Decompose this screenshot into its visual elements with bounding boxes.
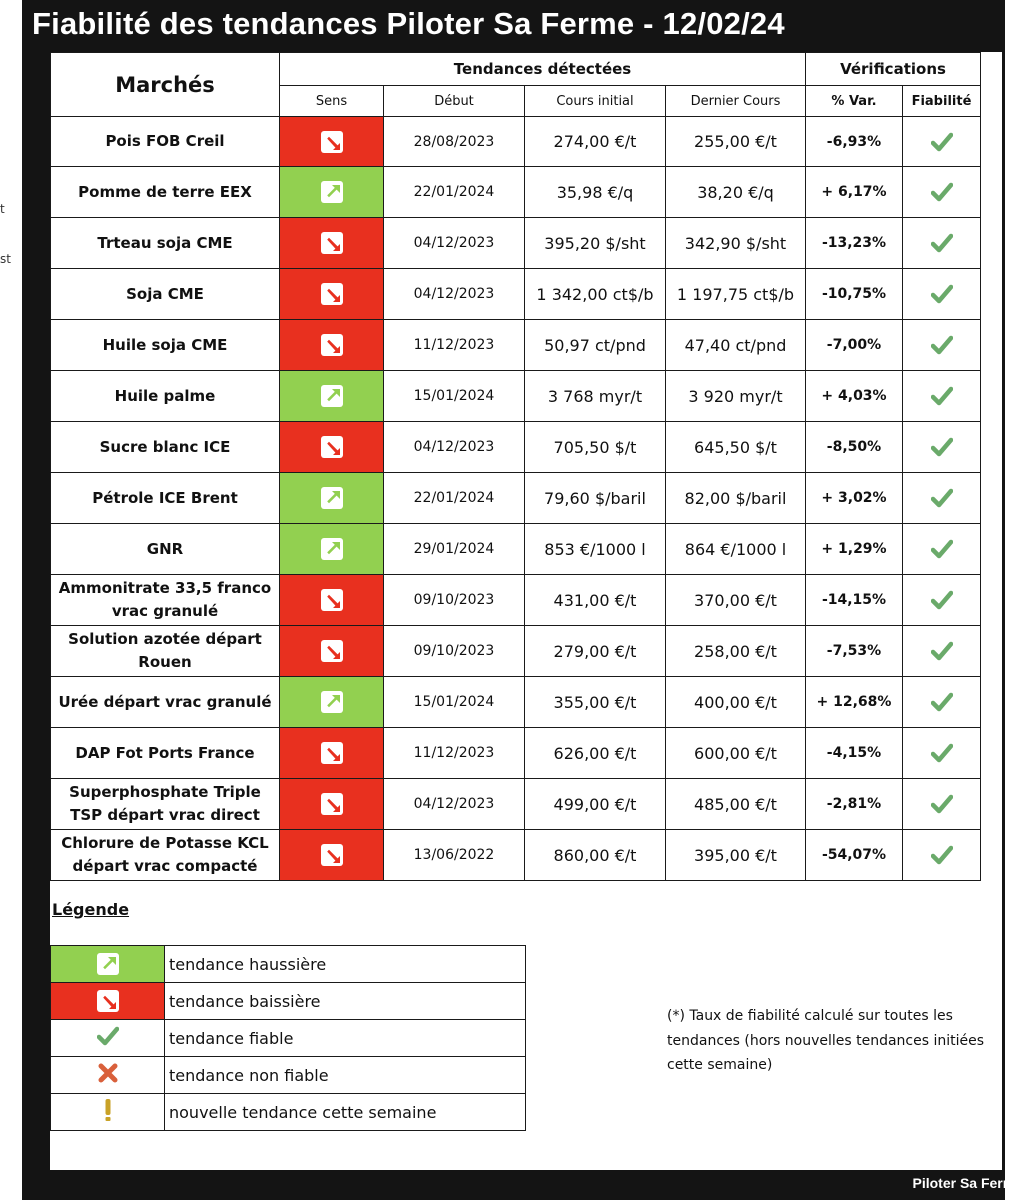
initial-price: 3 768 myr/t — [525, 371, 666, 422]
check-icon — [903, 182, 980, 202]
trend-direction-cell — [280, 269, 384, 320]
table-row — [51, 575, 981, 626]
variation-percent: + 12,68% — [806, 677, 903, 728]
reliability-cell — [903, 117, 981, 167]
arrow-up-icon — [321, 385, 343, 407]
table-row — [51, 830, 981, 881]
market-name: GNR — [51, 524, 280, 575]
variation-percent: -4,15% — [806, 728, 903, 779]
last-price: 47,40 ct/pnd — [666, 320, 806, 371]
market-name: Sucre blanc ICE — [51, 422, 280, 473]
check-icon — [903, 386, 980, 406]
trend-direction-cell — [280, 422, 384, 473]
trend-direction-cell — [280, 779, 384, 830]
arrow-up-icon — [321, 691, 343, 713]
reliability-cell — [903, 575, 981, 626]
initial-price: 35,98 €/q — [525, 167, 666, 218]
initial-price: 79,60 $/baril — [525, 473, 666, 524]
check-icon — [903, 845, 980, 865]
legend-row — [51, 946, 526, 983]
legend-icon-cell — [51, 946, 165, 983]
arrow-up-icon — [321, 538, 343, 560]
arrow-down-icon — [321, 844, 343, 866]
legend-table — [50, 945, 526, 1131]
variation-percent: -2,81% — [806, 779, 903, 830]
market-name: Pomme de terre EEX — [51, 167, 280, 218]
legend-row — [51, 1057, 526, 1094]
market-name: Pois FOB Creil — [51, 117, 280, 167]
market-name: DAP Fot Ports France — [51, 728, 280, 779]
table-row — [51, 626, 981, 677]
side-fragment: st — [0, 252, 11, 266]
start-date: 09/10/2023 — [384, 575, 525, 626]
check-icon — [903, 794, 980, 814]
arrow-down-icon — [321, 436, 343, 458]
last-price: 485,00 €/t — [666, 779, 806, 830]
variation-percent: -10,75% — [806, 269, 903, 320]
last-price: 400,00 €/t — [666, 677, 806, 728]
header-markets: Marchés — [51, 53, 280, 117]
legend-label: tendance baissière — [165, 983, 526, 1020]
trend-direction-cell — [280, 728, 384, 779]
check-icon — [903, 692, 980, 712]
legend-label: tendance haussière — [165, 946, 526, 983]
check-icon — [903, 437, 980, 457]
arrow-down-icon — [321, 793, 343, 815]
start-date: 04/12/2023 — [384, 779, 525, 830]
initial-price: 279,00 €/t — [525, 626, 666, 677]
reliability-note: (*) Taux de fiabilité calculé sur toutes les tendances (hors nouvelles tendances initiées cette semaine) — [667, 1008, 985, 1073]
reliability-cell — [903, 473, 981, 524]
legend-label: nouvelle tendance cette semaine — [165, 1094, 526, 1131]
market-name — [51, 830, 280, 881]
last-price: 395,00 €/t — [666, 830, 806, 881]
start-date: 09/10/2023 — [384, 626, 525, 677]
initial-price: 860,00 €/t — [525, 830, 666, 881]
table-row — [51, 218, 981, 269]
table-row — [51, 117, 981, 167]
market-name — [51, 575, 280, 626]
last-price: 82,00 $/baril — [666, 473, 806, 524]
footer-brand: Piloter Sa Ferme — [912, 1175, 1023, 1191]
initial-price: 853 €/1000 l — [525, 524, 666, 575]
market-name-line2: TSP départ vrac direct — [70, 806, 260, 824]
page-title: Fiabilité des tendances Piloter Sa Ferme - 12/02/24 — [32, 6, 785, 41]
variation-percent: -14,15% — [806, 575, 903, 626]
market-name — [51, 779, 280, 830]
initial-price: 395,20 $/sht — [525, 218, 666, 269]
arrow-down-icon — [321, 283, 343, 305]
last-price: 370,00 €/t — [666, 575, 806, 626]
trend-direction-cell — [280, 218, 384, 269]
market-name: Huile soja CME — [51, 320, 280, 371]
reliability-cell — [903, 728, 981, 779]
initial-price: 274,00 €/t — [525, 117, 666, 167]
arrow-down-icon — [321, 232, 343, 254]
header-cours-initial: Cours initial — [525, 86, 666, 117]
arrow-down-icon — [321, 742, 343, 764]
initial-price: 355,00 €/t — [525, 677, 666, 728]
reliability-cell — [903, 830, 981, 881]
legend-title: Légende — [52, 900, 130, 919]
check-icon — [903, 539, 980, 559]
initial-price: 50,97 ct/pnd — [525, 320, 666, 371]
variation-percent: -6,93% — [806, 117, 903, 167]
table-row — [51, 269, 981, 320]
start-date: 28/08/2023 — [384, 117, 525, 167]
variation-percent: + 6,17% — [806, 167, 903, 218]
check-icon — [903, 335, 980, 355]
market-name-line2: Rouen — [138, 653, 192, 671]
exclamation-icon — [103, 1098, 113, 1126]
trend-direction-cell — [280, 117, 384, 167]
header-dernier-cours: Dernier Cours — [666, 86, 806, 117]
trend-direction-cell — [280, 626, 384, 677]
market-name-line1: Chlorure de Potasse KCL — [61, 834, 269, 852]
arrow-up-icon — [321, 181, 343, 203]
header-sens: Sens — [280, 86, 384, 117]
market-name: Soja CME — [51, 269, 280, 320]
table-row — [51, 473, 981, 524]
reliability-cell — [903, 677, 981, 728]
table-row — [51, 167, 981, 218]
arrow-down-icon — [321, 640, 343, 662]
header-trends-group: Tendances détectées — [280, 53, 806, 86]
check-icon — [903, 743, 980, 763]
market-name: Huile palme — [51, 371, 280, 422]
initial-price: 499,00 €/t — [525, 779, 666, 830]
market-name: Pétrole ICE Brent — [51, 473, 280, 524]
start-date: 13/06/2022 — [384, 830, 525, 881]
legend-icon-cell — [51, 1020, 165, 1057]
variation-percent: -13,23% — [806, 218, 903, 269]
market-name: Trteau soja CME — [51, 218, 280, 269]
header-checks-group: Vérifications — [806, 53, 981, 86]
check-icon — [903, 590, 980, 610]
table-row — [51, 779, 981, 830]
legend-icon-cell — [51, 1057, 165, 1094]
market-name-line2: départ vrac compacté — [72, 857, 258, 875]
initial-price: 431,00 €/t — [525, 575, 666, 626]
table-row — [51, 524, 981, 575]
variation-percent: -7,53% — [806, 626, 903, 677]
trends-table — [50, 52, 981, 881]
trend-direction-cell — [280, 830, 384, 881]
arrow-down-icon — [321, 589, 343, 611]
start-date: 04/12/2023 — [384, 422, 525, 473]
legend-row — [51, 1094, 526, 1131]
arrow-down-icon — [97, 990, 119, 1012]
trend-direction-cell — [280, 320, 384, 371]
last-price: 342,90 $/sht — [666, 218, 806, 269]
cross-icon — [97, 1062, 119, 1088]
reliability-cell — [903, 524, 981, 575]
header-debut: Début — [384, 86, 525, 117]
start-date: 15/01/2024 — [384, 677, 525, 728]
reliability-cell — [903, 371, 981, 422]
start-date: 22/01/2024 — [384, 473, 525, 524]
start-date: 04/12/2023 — [384, 218, 525, 269]
arrow-up-icon — [321, 487, 343, 509]
legend-icon-cell — [51, 1094, 165, 1131]
variation-percent: + 3,02% — [806, 473, 903, 524]
variation-percent: -54,07% — [806, 830, 903, 881]
market-name-line1: Superphosphate Triple — [69, 783, 261, 801]
check-icon — [903, 284, 980, 304]
start-date: 15/01/2024 — [384, 371, 525, 422]
last-price: 38,20 €/q — [666, 167, 806, 218]
trend-direction-cell — [280, 575, 384, 626]
start-date: 11/12/2023 — [384, 320, 525, 371]
start-date: 11/12/2023 — [384, 728, 525, 779]
check-icon — [903, 132, 980, 152]
start-date: 22/01/2024 — [384, 167, 525, 218]
initial-price: 705,50 $/t — [525, 422, 666, 473]
last-price: 258,00 €/t — [666, 626, 806, 677]
initial-price: 1 342,00 ct$/b — [525, 269, 666, 320]
trend-direction-cell — [280, 524, 384, 575]
last-price: 1 197,75 ct$/b — [666, 269, 806, 320]
last-price: 864 €/1000 l — [666, 524, 806, 575]
arrow-up-icon — [97, 953, 119, 975]
last-price: 3 920 myr/t — [666, 371, 806, 422]
table-row — [51, 320, 981, 371]
report-sheet — [50, 52, 1002, 1170]
arrow-down-icon — [321, 131, 343, 153]
start-date: 29/01/2024 — [384, 524, 525, 575]
table-row — [51, 422, 981, 473]
variation-percent: + 4,03% — [806, 371, 903, 422]
market-name-line1: Solution azotée départ — [68, 630, 262, 648]
header-var: % Var. — [806, 86, 903, 117]
side-fragment: t — [0, 202, 5, 216]
check-icon — [97, 1026, 119, 1050]
table-row — [51, 371, 981, 422]
market-name — [51, 626, 280, 677]
variation-percent: + 1,29% — [806, 524, 903, 575]
trend-direction-cell — [280, 473, 384, 524]
reliability-cell — [903, 779, 981, 830]
market-name-line2: vrac granulé — [111, 602, 219, 620]
reliability-cell — [903, 422, 981, 473]
check-icon — [903, 488, 980, 508]
legend-row — [51, 983, 526, 1020]
trend-direction-cell — [280, 167, 384, 218]
market-name: Urée départ vrac granulé — [51, 677, 280, 728]
check-icon — [903, 641, 980, 661]
variation-percent: -7,00% — [806, 320, 903, 371]
reliability-cell — [903, 218, 981, 269]
variation-percent: -8,50% — [806, 422, 903, 473]
last-price: 255,00 €/t — [666, 117, 806, 167]
last-price: 600,00 €/t — [666, 728, 806, 779]
trend-direction-cell — [280, 371, 384, 422]
reliability-cell — [903, 626, 981, 677]
table-row — [51, 728, 981, 779]
reliability-cell — [903, 320, 981, 371]
initial-price: 626,00 €/t — [525, 728, 666, 779]
legend-icon-cell — [51, 983, 165, 1020]
reliability-cell — [903, 167, 981, 218]
last-price: 645,50 $/t — [666, 422, 806, 473]
table-row — [51, 677, 981, 728]
legend-row — [51, 1020, 526, 1057]
check-icon — [903, 233, 980, 253]
market-name-line1: Ammonitrate 33,5 franco — [58, 579, 272, 597]
trend-direction-cell — [280, 677, 384, 728]
legend-label: tendance fiable — [165, 1020, 526, 1057]
header-fiabilite: Fiabilité — [903, 86, 981, 117]
arrow-down-icon — [321, 334, 343, 356]
start-date: 04/12/2023 — [384, 269, 525, 320]
legend-label: tendance non fiable — [165, 1057, 526, 1094]
reliability-cell — [903, 269, 981, 320]
